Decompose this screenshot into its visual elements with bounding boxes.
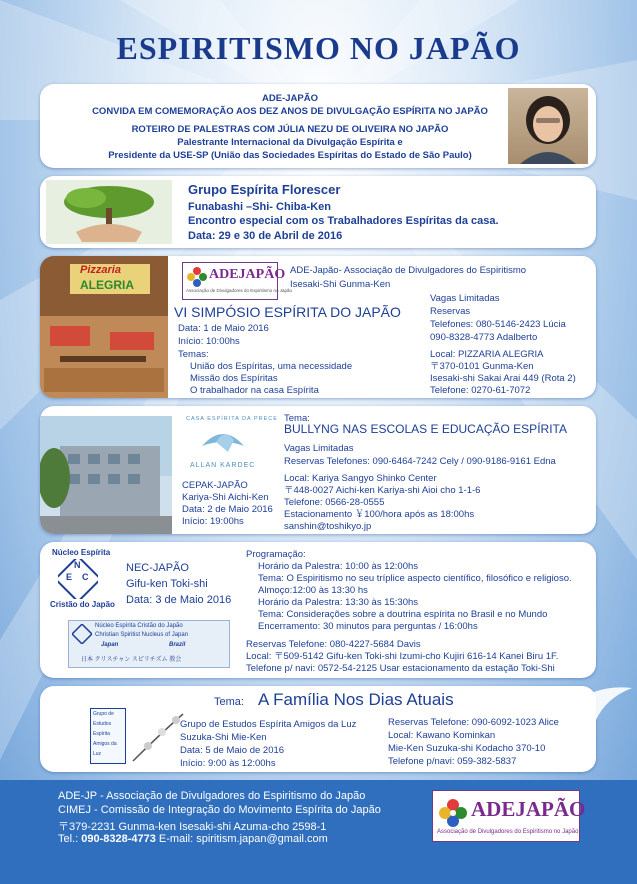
- event4-program-item: Tema: O Espiritismo no seu tríplice aspecto científico, filosófico e religioso.: [258, 573, 572, 584]
- tree-in-hands-icon: [46, 180, 172, 244]
- event2-info: 090-8328-4773 Adalberto: [430, 332, 538, 343]
- amigos-logo-line: Luz: [93, 751, 102, 757]
- event2-card: [40, 256, 596, 398]
- bonsai-image: [46, 180, 172, 244]
- amigos-logo-line: Estudos: [93, 721, 112, 727]
- event2-org-loc: Isesaki-Shi Gunma-Ken: [290, 279, 391, 290]
- event5-reservas: Reservas Telefone: 090-6092-1023 Alice: [388, 717, 559, 728]
- event5-group: Grupo de Estudos Espírita Amigos da Luz: [180, 719, 357, 730]
- event3-detail: 〒448-0027 Aichi-ken Kariya-shi Aioi cho 1-1-6: [284, 485, 481, 496]
- footer-contact: [58, 833, 328, 845]
- event3-place: Kariya-Shi Aichi-Ken: [182, 492, 269, 503]
- event3-start: Início: 19:00hs: [182, 516, 244, 527]
- nec-logo-letter: C: [82, 572, 89, 582]
- event3-vagas: Vagas Limitadas: [284, 443, 354, 454]
- cepak-logo-name: ALLAN KARDEC: [190, 462, 256, 469]
- intro-line2: ROTEIRO DE PALESTRAS COM JÚLIA NEZU DE OLIVEIRA NO JAPÃO: [131, 124, 449, 135]
- footer-tel-label: Tel.:: [58, 833, 82, 845]
- event5-local: Local: Kawano Kominkan: [388, 730, 496, 741]
- event5-date: Data: 5 de Maio de 2016: [180, 745, 285, 756]
- flower-logo-icon: [186, 266, 208, 288]
- event3-card: [40, 406, 596, 534]
- event5-theme-label: Tema:: [214, 696, 244, 708]
- building-icon: [40, 416, 172, 534]
- page-title: ESPIRITISMO NO JAPÃO: [116, 30, 521, 66]
- event2-info: Vagas Limitadas: [430, 293, 500, 304]
- event5-place: Suzuka-Shi Mie-Ken: [180, 732, 267, 743]
- event3-email: sanshin@toshikyo.jp: [284, 521, 372, 532]
- adejapao-logo-text: ADEJAPÃO: [209, 267, 286, 282]
- footer-line1: ADE-JP - Associação de Divulgadores do Espiritismo do Japão: [58, 790, 366, 802]
- footer-tel: 090-8328-4773: [81, 833, 156, 845]
- event2-local: 〒370-0101 Gunma-Ken: [430, 361, 534, 372]
- footer-logo-sub: Associação de Divulgadores do Espiritismo no Japão: [437, 829, 579, 835]
- nec-logo-top: Núcleo Espírita: [52, 548, 111, 557]
- nec-logo-letter: E: [66, 572, 73, 582]
- footer-logo-text: ADEJAPÃO: [471, 797, 586, 821]
- event4-date: Data: 3 de Maio 2016: [126, 594, 232, 606]
- nec-banner-line: Brazil: [169, 642, 186, 648]
- event3-detail: Telefone: 0566-28-0555: [284, 497, 385, 508]
- event4-prog-label: Programação:: [246, 549, 306, 560]
- event4-place: Gifu-ken Toki-shi: [126, 578, 208, 590]
- event4-program-item: Horário da Palestra: 13:30 às 15:30hs: [258, 597, 419, 608]
- event2-theme-item: Missão dos Espíritas: [190, 373, 278, 384]
- event3-reservas: Reservas Telefones: 090-6464-7242 Cely / 090-9186-9161 Edna: [284, 456, 556, 467]
- amigos-logo-line: Amigos da: [93, 741, 117, 747]
- footer-adejapao-logo: [432, 790, 586, 842]
- event2-local: Telefone: 0270-61-7072: [430, 385, 531, 396]
- event4-org: NEC-JAPÃO: [126, 562, 189, 574]
- event1-name: Grupo Espírita Florescer: [188, 182, 341, 197]
- nec-banner-line: 日本 クリスチャン スピリチズム 教会: [81, 657, 182, 663]
- dove-decoration-icon: [566, 676, 636, 726]
- adejapao-logo: [182, 262, 293, 300]
- pizzaria-sign-bottom: ALEGRIA: [80, 278, 134, 292]
- flower-branch-icon: [128, 706, 188, 766]
- event4-program-item: Almoço:12:00 às 13:30 hs: [258, 585, 368, 596]
- adejapao-logo-sub: Associação de Divulgadores do Espiritismo no Japão: [186, 288, 293, 293]
- intro-line4: Presidente da USE-SP (União das Sociedades Espíritas do Estado de São Paulo): [108, 150, 472, 161]
- event4-navi: Telefone p/ navi: 0572-54-2125 Usar estacionamento da estação Toki-Shi: [246, 663, 555, 674]
- event2-start: Início: 10:00hs: [178, 336, 240, 347]
- amigos-luz-logo: [90, 708, 126, 764]
- event2-themes-label: Temas:: [178, 349, 209, 360]
- event1-date: Data: 29 e 30 de Abril de 2016: [188, 230, 343, 242]
- event3-detail: Estacionamento ￥100/hora após as 18:00hs: [284, 509, 475, 520]
- event5-card: [40, 686, 596, 772]
- event3-detail: Local: Kariya Sangyo Shinko Center: [284, 473, 437, 484]
- event4-local: Local: 〒509-5142 Gifu-ken Toki-shi Izumi-cho Kujiri 616-14 Kanei Biru 1F.: [246, 651, 559, 662]
- pizzaria-photo: [40, 256, 168, 398]
- footer-line2: CIMEJ - Comissão de Integração do Movimento Espírita do Japão: [58, 804, 381, 816]
- event2-theme-item: União dos Espíritas, uma necessidade: [190, 361, 353, 372]
- cepak-logo-arc: CASA ESPÍRITA DA PRECE: [186, 416, 278, 422]
- footer: [0, 780, 637, 884]
- building-photo: [40, 416, 172, 534]
- event5-addr: Mie-Ken Suzuka-shi Kodacho 370-10: [388, 743, 546, 754]
- event2-org: ADE-Japão- Associação de Divulgadores do Espiritismo: [290, 265, 527, 276]
- event5-navi: Telefone p/navi: 059-382-5837: [388, 756, 517, 767]
- event4-program-item: Horário da Palestra: 10:00 às 12:00hs: [258, 561, 419, 572]
- intro-line3: Palestrante Internacional da Divulgação Espírita e: [177, 137, 403, 148]
- event4-program-item: Encerramento: 30 minutos para perguntas / 16:00hs: [258, 621, 478, 632]
- nec-banner: [68, 620, 230, 668]
- event5-start: Início: 9:00 às 12:00hs: [180, 758, 276, 769]
- event5-theme: A Família Nos Dias Atuais: [258, 690, 454, 709]
- event4-reservas: Reservas Telefone: 080-4227-5684 Davis: [246, 639, 421, 650]
- event3-theme-label: Tema:: [284, 413, 310, 424]
- event2-title: VI SIMPÓSIO ESPÍRITA DO JAPÃO: [174, 304, 401, 320]
- speaker-portrait-icon: [508, 88, 588, 164]
- event1-card: [40, 176, 596, 248]
- amigos-logo-line: Grupo de: [93, 711, 114, 717]
- event2-local: Local: PIZZARIA ALEGRIA: [430, 349, 544, 360]
- amigos-logo-line: Espírita: [93, 731, 110, 737]
- event2-date: Data: 1 de Maio 2016: [178, 323, 269, 334]
- speaker-photo: [508, 88, 588, 164]
- event2-info: Reservas: [430, 306, 471, 317]
- event1-place: Funabashi –Shi- Chiba-Ken: [188, 201, 332, 213]
- nec-banner-emblem-icon: [72, 624, 92, 644]
- event2-info: Telefones: 080-5146-2423 Lúcia: [430, 319, 566, 330]
- footer-line3: 〒379-2231 Gunma-ken Isesaki-shi Azuma-cho 2598-1: [58, 821, 327, 833]
- event4-program-item: Tema: Considerações sobre a doutrina espírita no Brasil e no Mundo: [258, 609, 548, 620]
- event3-org: CEPAK-JAPÃO: [182, 480, 248, 491]
- nec-logo-letter: N: [74, 560, 81, 570]
- event1-desc: Encontro especial com os Trabalhadores Espíritas da casa.: [188, 215, 499, 227]
- nec-banner-line: Japan: [101, 642, 119, 648]
- event3-date: Data: 2 de Maio 2016: [182, 504, 273, 515]
- intro-org: ADE-JAPÃO: [262, 93, 318, 104]
- footer-email: E-mail: spiritism.japan@gmail.com: [155, 833, 328, 845]
- nec-logo-bottom: Cristão do Japão: [50, 600, 115, 609]
- event2-local: Isesaki-shi Sakai Arai 449 (Rota 2): [430, 373, 576, 384]
- event4-card: [40, 542, 596, 678]
- pizzaria-sign-top: Pizzaria: [80, 264, 121, 276]
- nec-banner-line: Núcleo Espírita Cristão do Japão: [95, 623, 183, 629]
- intro-line1: CONVIDA EM COMEMORAÇÃO AOS DEZ ANOS DE DIVULGAÇÃO ESPÍRITA NO JAPÃO: [92, 106, 488, 117]
- event3-theme: BULLYNG NAS ESCOLAS E EDUCAÇÃO ESPÍRITA: [284, 422, 567, 436]
- nec-banner-line: Christian Spiritist Nucleus of Japan: [95, 632, 189, 638]
- flower-logo-icon: [437, 797, 469, 829]
- event2-theme-item: O trabalhador na casa Espírita: [190, 385, 319, 396]
- intro-card: [40, 84, 596, 168]
